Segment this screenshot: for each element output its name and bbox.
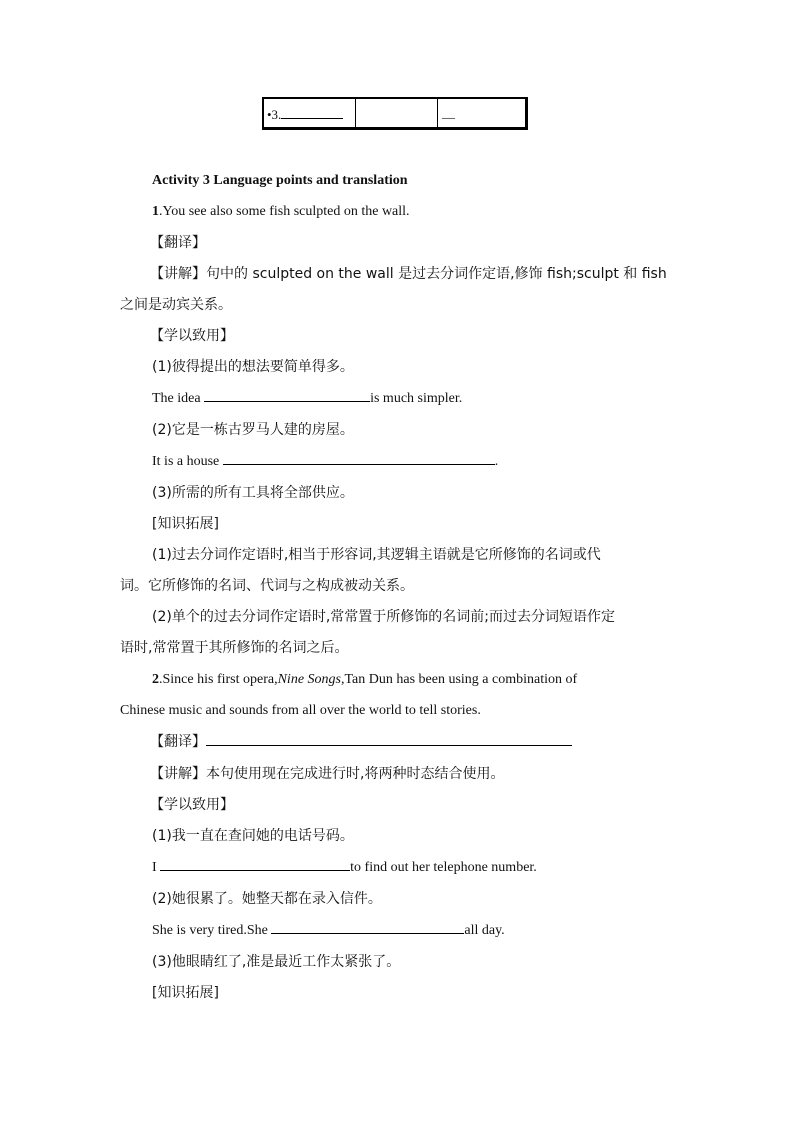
- answer-blank[interactable]: [204, 389, 370, 402]
- item1-q1-en: The idea is much simpler.: [152, 391, 463, 406]
- item1-apply-label: 【学以致用】: [150, 328, 234, 344]
- item1-ext-label: [知识拓展]: [152, 516, 219, 532]
- item2-q3-cn: (3)他眼睛红了,准是最近工作太紧张了。: [152, 954, 401, 970]
- item1-q1-cn: (1)彼得提出的想法要简单得多。: [152, 359, 354, 375]
- item2-apply-label: 【学以致用】: [150, 797, 234, 813]
- answer-blank[interactable]: [206, 733, 572, 746]
- item1-q3-cn: (3)所需的所有工具将全部供应。: [152, 485, 354, 501]
- item2-q1-cn: (1)我一直在查问她的电话号码。: [152, 828, 354, 844]
- item1-q2-cn: (2)它是一栋古罗马人建的房屋。: [152, 422, 354, 438]
- item2-q1-en: I to find out her telephone number.: [152, 860, 537, 875]
- item1-sentence: 1.You see also some fish sculpted on the wall.: [152, 204, 410, 219]
- item1-q2-en: It is a house .: [152, 454, 499, 469]
- table-cell-3-text: __: [442, 105, 455, 120]
- activity-heading: Activity 3 Language points and translation: [152, 173, 408, 188]
- table-cell-1: [264, 99, 356, 127]
- item2-translate: 【翻译】: [150, 732, 572, 753]
- item2-sentence: 2.Since his first opera,Nine Songs,Tan Dun has been using a combination of: [152, 672, 578, 687]
- item1-ext1-a: (1)过去分词作定语时,相当于形容词,其逻辑主语就是它所修饰的名词或代: [152, 547, 601, 563]
- item2-explain: 【讲解】本句使用现在完成进行时,将两种时态结合使用。: [150, 766, 505, 782]
- table-cell-1-text: •3.: [267, 107, 343, 123]
- answer-blank[interactable]: [271, 921, 464, 934]
- item1-translate-label: 【翻译】: [150, 235, 206, 251]
- table-cell-2: [356, 99, 438, 127]
- item2-ext-label: [知识拓展]: [152, 985, 219, 1001]
- item1-ext1-b: 词。它所修饰的名词、代词与之构成被动关系。: [120, 578, 414, 594]
- item2-sentence-cont: Chinese music and sounds from all over the world to tell stories.: [120, 703, 481, 718]
- item1-ext2-a: (2)单个的过去分词作定语时,常常置于所修饰的名词前;而过去分词短语作定: [152, 609, 615, 625]
- answer-table: [262, 97, 528, 130]
- blank-line[interactable]: [281, 117, 343, 119]
- item2-q2-en: She is very tired.She all day.: [152, 923, 505, 938]
- table-cell-3: [438, 99, 525, 127]
- item1-explain-cont: 之间是动宾关系。: [120, 297, 232, 313]
- item1-explain: 【讲解】句中的 sculpted on the wall 是过去分词作定语,修饰 fish;sculpt 和 fish: [150, 266, 667, 282]
- item1-ext2-b: 语时,常常置于其所修饰的名词之后。: [120, 640, 349, 656]
- item2-q2-cn: (2)她很累了。她整天都在录入信件。: [152, 891, 382, 907]
- answer-blank[interactable]: [160, 858, 350, 871]
- answer-blank[interactable]: [223, 452, 495, 465]
